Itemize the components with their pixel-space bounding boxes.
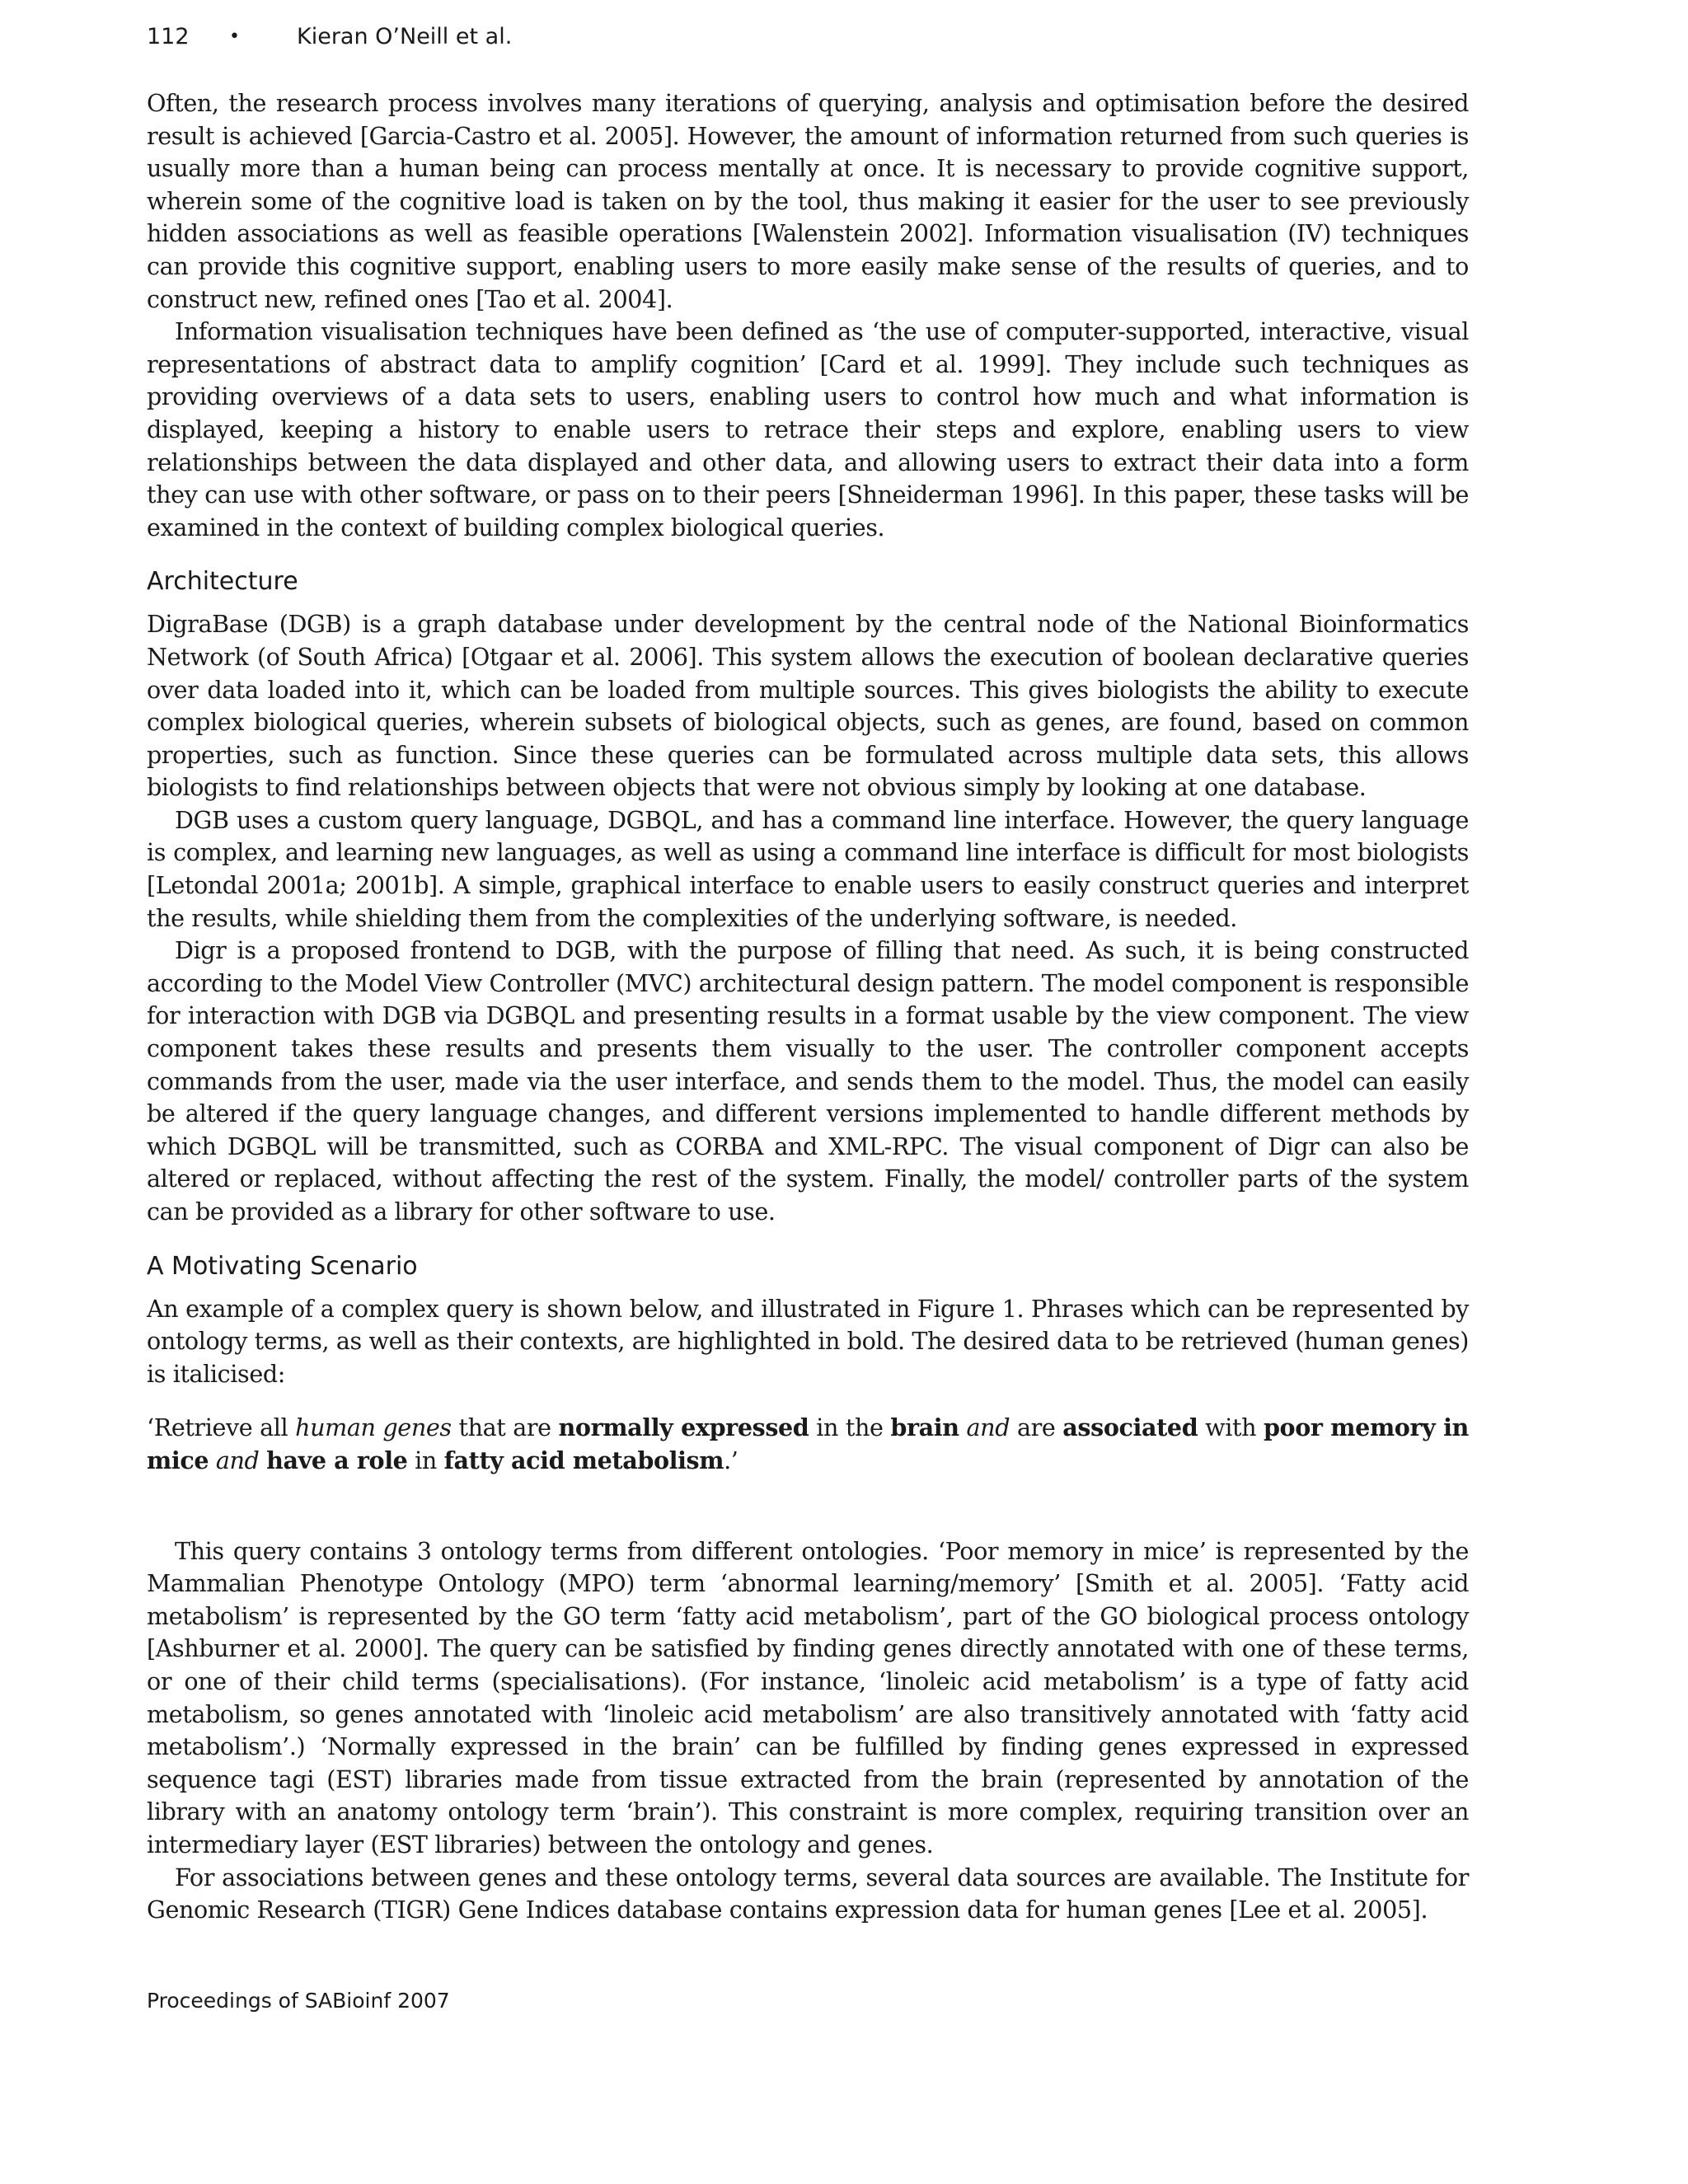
scenario-paragraph-1: An example of a complex query is shown below, and illustrated in Figure 1. Phrases which can be represented by ontology terms, as well as their contexts, are highlighted in bold. The desired data to be retrieved (human genes) is italicised: xyxy=(147,1294,1469,1388)
query-term-poor-memory: poor memory in mice xyxy=(147,1413,1469,1474)
running-header xyxy=(147,18,512,54)
query-term-brain: brain xyxy=(890,1413,959,1442)
scenario-paragraph-3: For associations between genes and these ontology terms, several data sources are available. The Institute for Genomic Research (TIGR) Gene Indices database contains expression data for human genes [Lee et al. 2005]. xyxy=(147,1863,1469,1924)
section-heading-scenario: A Motivating Scenario xyxy=(147,1251,418,1281)
query-term-fatty-acid: fatty acid metabolism xyxy=(443,1446,724,1474)
architecture-paragraph-1: DigraBase (DGB) is a graph database under development by the central node of the National Bioinformatics Network (of South Africa) [Otgaar et al. 2006]. This system allows the execution of boolean declarative queries over data loaded into it, which can be loaded from multiple sources. This gives biologists the ability to execute complex biological queries, wherein subsets of biological objects, such as genes, are found, based on common properties, such as function. Since these queries can be formulated across multiple data sets, this allows biologists to find relationships between objects that were not obvious simply by looking at one database. xyxy=(147,610,1469,802)
query-term-normally-expressed: normally expressed xyxy=(558,1413,809,1442)
spacer xyxy=(147,1478,1469,1535)
scenario-paragraph-2: This query contains 3 ontology terms from different ontologies. ‘Poor memory in mice’ is represented by the Mammalian Phenotype Ontology (MPO) term ‘abnormal learning/memory’ [Smith et al. 2005]. ‘Fatty acid metabolism’ is represented by the GO term ‘fatty acid metabolism’, part of the GO biological process ontology [Ashburner et al. 2000]. The query can be satisfied by finding genes directly annotated with one of these terms, or one of their child terms (specialisations). (For instance, ‘linoleic acid metabolism’ is a type of fatty acid metabolism, so genes annotated with ‘linoleic acid metabolism’ are also transitively annotated with ‘fatty acid metabolism’.) ‘Normally expressed in the brain’ can be fulfilled by finding genes expressed in expressed sequence tagi (EST) libraries made from tissue extracted from the brain (represented by annotation of the library with an anatomy ontology term ‘brain’). This constraint is more complex, requiring transition over an intermediary layer (EST libraries) between the ontology and genes. xyxy=(147,1536,1469,1858)
query-term-associated: associated xyxy=(1062,1413,1198,1442)
query-and-2: and xyxy=(215,1446,260,1474)
query-target-human-genes: human genes xyxy=(295,1413,452,1442)
header-bullet: • xyxy=(229,26,240,47)
query-and-1: and xyxy=(966,1413,1010,1442)
intro-paragraph-2: Information visualisation techniques have been defined as ‘the use of computer-supported, interactive, visual representations of abstract data to amplify cognition’ [Card et al. 1999]. They include such techniques as providing overviews of a data sets to users, enabling users to control how much and what information is displayed, keeping a history to enable users to retrace their steps and explore, enabling users to view relationships between the data displayed and other data, and allowing users to extract their data into a form they can use with other software, or pass on to their peers [Shneiderman 1996]. In this paper, these tasks will be examined in the context of building complex biological queries. xyxy=(147,317,1469,541)
page-number: 112 xyxy=(147,23,190,49)
example-query-quote: ‘Retrieve all human genes that are normally expressed in the brain and are associated with poor memory in mice and have a role in fatty acid metabolism.’ xyxy=(147,1413,1469,1474)
architecture-paragraph-2: DGB uses a custom query language, DGBQL, and has a command line interface. However, the query language is complex, and learning new languages, as well as using a command line interface is difficult for most biologists [Letondal 2001a; 2001b]. A simple, graphical interface to enable users to easily construct queries and interpret the results, while shielding them from the complexities of the underlying software, is needed. xyxy=(147,805,1469,932)
page-body xyxy=(147,87,1469,1927)
query-term-have-a-role: have a role xyxy=(266,1446,408,1474)
running-footer: Proceedings of SABioinf 2007 xyxy=(147,1989,450,2013)
section-heading-architecture: Architecture xyxy=(147,567,298,597)
architecture-paragraph-3: Digr is a proposed frontend to DGB, with the purpose of filling that need. As such, it is being constructed according to the Model View Controller (MVC) architectural design pattern. The model component is responsible for interaction with DGB via DGBQL and presenting results in a format usable by the view component. The view component takes these results and presents them visually to the user. The controller component accepts commands from the user, made via the user interface, and sends them to the model. Thus, the model can easily be altered if the query language changes, and different versions implemented to handle different methods by which DGBQL will be transmitted, such as CORBA and XML-RPC. The visual component of Digr can also be altered or replaced, without affecting the rest of the system. Finally, the model/ controller parts of the system can be provided as a library for other software to use. xyxy=(147,936,1469,1226)
intro-paragraph-1: Often, the research process involves many iterations of querying, analysis and optimisation before the desired result is achieved [Garcia-Castro et al. 2005]. However, the amount of information returned from such queries is usually more than a human being can process mentally at once. It is necessary to provide cognitive support, wherein some of the cognitive load is taken on by the tool, thus making it easier for the user to see previously hidden associations as well as feasible operations [Walenstein 2002]. Information visualisation (IV) techniques can provide this cognitive support, enabling users to more easily make sense of the results of queries, and to construct new, refined ones [Tao et al. 2004]. xyxy=(147,89,1469,313)
header-authors: Kieran O’Neill et al. xyxy=(297,23,513,49)
